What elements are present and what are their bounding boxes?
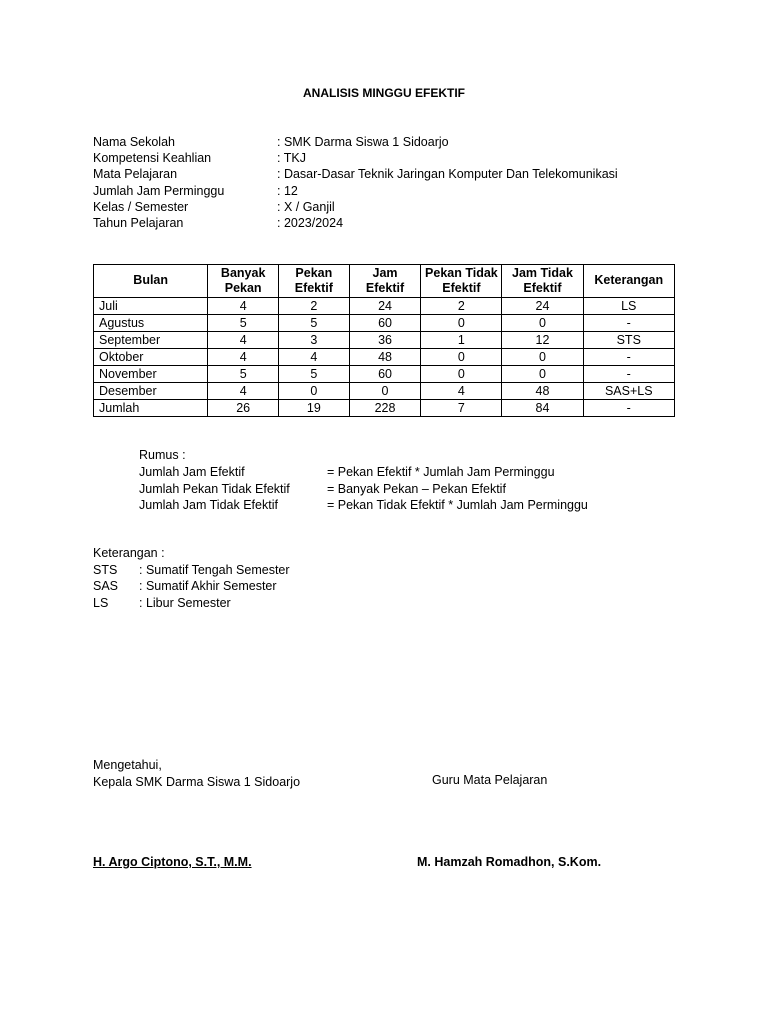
table-cell: 0 <box>502 315 583 332</box>
legend-description: : Sumatif Akhir Semester <box>139 579 277 593</box>
info-value: : TKJ <box>277 151 306 166</box>
table-cell: 2 <box>421 298 502 315</box>
table-cell: 0 <box>421 315 502 332</box>
legend-code: LS <box>93 595 109 610</box>
table-cell: - <box>583 315 675 332</box>
table-cell: 48 <box>349 349 421 366</box>
info-label: Mata Pelajaran <box>93 167 178 182</box>
info-label: Kompetensi Keahlian <box>93 151 212 166</box>
document-title: ANALISIS MINGGU EFEKTIF <box>303 86 465 100</box>
table-cell: 19 <box>279 400 350 417</box>
info-value: : 12 <box>277 183 298 198</box>
formula-label: Jumlah Jam Efektif <box>139 464 245 479</box>
table-row <box>94 332 675 349</box>
table-cell: 36 <box>349 332 421 349</box>
header-text: Pekan <box>295 265 333 280</box>
table-cell: 3 <box>279 332 350 349</box>
table-cell: - <box>583 366 675 383</box>
legend-description: : Sumatif Tengah Semester <box>139 562 290 577</box>
table-header-row <box>94 265 675 298</box>
table-cell: 7 <box>421 400 502 417</box>
table-cell: - <box>583 349 675 366</box>
table-cell: SAS+LS <box>583 383 675 400</box>
formula-row <box>139 497 588 514</box>
table-cell: 26 <box>208 400 279 417</box>
table-cell: September <box>94 332 208 349</box>
table-cell: STS <box>583 332 675 349</box>
header-text: Pekan <box>224 281 262 295</box>
legend-heading: Keterangan : <box>93 546 165 560</box>
header-text: Banyak <box>220 265 266 280</box>
info-row <box>93 134 618 150</box>
table-cell: Jumlah <box>94 400 208 417</box>
info-row <box>93 183 618 199</box>
principal-name: H. Argo Ciptono, S.T., M.M. <box>93 855 252 869</box>
principal-role: Kepala SMK Darma Siswa 1 Sidoarjo <box>93 774 301 789</box>
info-label: Tahun Pelajaran <box>93 216 184 231</box>
column-header-banyak-pekan <box>208 265 279 298</box>
info-value: : Dasar-Dasar Teknik Jaringan Komputer Dan Telekomunikasi <box>277 167 618 182</box>
formula-row <box>139 481 588 498</box>
table-cell: LS <box>583 298 675 315</box>
table-cell: 60 <box>349 315 421 332</box>
legend-block <box>93 545 290 611</box>
table-cell: 5 <box>208 315 279 332</box>
column-header-keterangan <box>583 265 675 298</box>
column-header-pekan-tidak-efektif <box>421 265 502 298</box>
formula-label: Jumlah Pekan Tidak Efektif <box>139 481 290 496</box>
header-text: Keterangan <box>594 273 664 288</box>
table-row <box>94 366 675 383</box>
info-row <box>93 166 618 182</box>
column-header-pekan-efektif <box>279 265 350 298</box>
teacher-name: M. Hamzah Romadhon, S.Kom. <box>417 855 602 869</box>
table-cell: 4 <box>421 383 502 400</box>
table-row <box>94 298 675 315</box>
legend-row <box>93 562 290 579</box>
table-cell: 24 <box>502 298 583 315</box>
header-text: Bulan <box>133 273 169 288</box>
formula-expression: = Banyak Pekan – Pekan Efektif <box>327 481 506 496</box>
formula-row <box>139 464 588 481</box>
info-value: : X / Ganjil <box>277 199 335 214</box>
info-row <box>93 150 618 166</box>
header-text: Efektif <box>523 281 562 295</box>
column-header-jam-tidak-efektif <box>502 265 583 298</box>
table-cell: Oktober <box>94 349 208 366</box>
table-cell: 48 <box>502 383 583 400</box>
header-text: Efektif <box>365 281 405 295</box>
legend-description: : Libur Semester <box>139 595 231 610</box>
table-cell: 0 <box>502 349 583 366</box>
signature-block-principal <box>93 757 300 790</box>
table-cell: 0 <box>502 366 583 383</box>
info-label: Kelas / Semester <box>93 199 189 214</box>
table-cell: 0 <box>421 366 502 383</box>
column-header-jam-efektif <box>349 265 421 298</box>
table-cell: 4 <box>208 383 279 400</box>
table-cell: 5 <box>208 366 279 383</box>
formula-heading: Rumus : <box>139 448 186 462</box>
legend-row <box>93 595 290 612</box>
table-cell: 4 <box>208 332 279 349</box>
table-cell: 4 <box>279 349 350 366</box>
formula-expression: = Pekan Efektif * Jumlah Jam Perminggu <box>327 464 555 479</box>
header-text: Jam <box>372 265 398 280</box>
header-text: Efektif <box>294 281 333 295</box>
table-cell: 0 <box>349 383 421 400</box>
table-cell: 24 <box>349 298 421 315</box>
table-cell: 1 <box>421 332 502 349</box>
table-cell: 0 <box>421 349 502 366</box>
table-cell: - <box>583 400 675 417</box>
header-text: Jam Tidak <box>512 265 573 280</box>
table-cell: 2 <box>279 298 350 315</box>
info-value: : SMK Darma Siswa 1 Sidoarjo <box>277 135 449 149</box>
info-value: : 2023/2024 <box>277 216 344 231</box>
info-label: Nama Sekolah <box>93 135 175 149</box>
info-row <box>93 215 618 231</box>
legend-row <box>93 578 290 595</box>
formula-expression: = Pekan Tidak Efektif * Jumlah Jam Perminggu <box>327 498 588 513</box>
formula-block <box>139 447 588 514</box>
table-total-row <box>94 400 675 417</box>
table-cell: 0 <box>279 383 350 400</box>
table-cell: Desember <box>94 383 208 400</box>
table-cell: 5 <box>279 315 350 332</box>
table-row <box>94 315 675 332</box>
table-cell: 5 <box>279 366 350 383</box>
effective-weeks-table <box>93 264 675 417</box>
table-row <box>94 349 675 366</box>
legend-code: STS <box>93 562 118 577</box>
header-text: Efektif <box>442 281 481 295</box>
acknowledgement-text: Mengetahui, <box>93 758 162 772</box>
table-cell: 84 <box>502 400 583 417</box>
table-cell: November <box>94 366 208 383</box>
table-cell: 12 <box>502 332 583 349</box>
info-label: Jumlah Jam Perminggu <box>93 183 225 198</box>
school-info-block <box>93 134 618 231</box>
teacher-role: Guru Mata Pelajaran <box>432 773 548 787</box>
table-row <box>94 383 675 400</box>
table-cell: Agustus <box>94 315 208 332</box>
table-cell: 4 <box>208 298 279 315</box>
info-row <box>93 199 618 215</box>
header-text: Pekan Tidak <box>425 265 498 280</box>
formula-label: Jumlah Jam Tidak Efektif <box>139 498 278 513</box>
table-cell: 4 <box>208 349 279 366</box>
legend-code: SAS <box>93 579 119 593</box>
table-cell: Juli <box>94 298 208 315</box>
table-cell: 228 <box>349 400 421 417</box>
column-header-bulan <box>94 265 208 298</box>
table-cell: 60 <box>349 366 421 383</box>
